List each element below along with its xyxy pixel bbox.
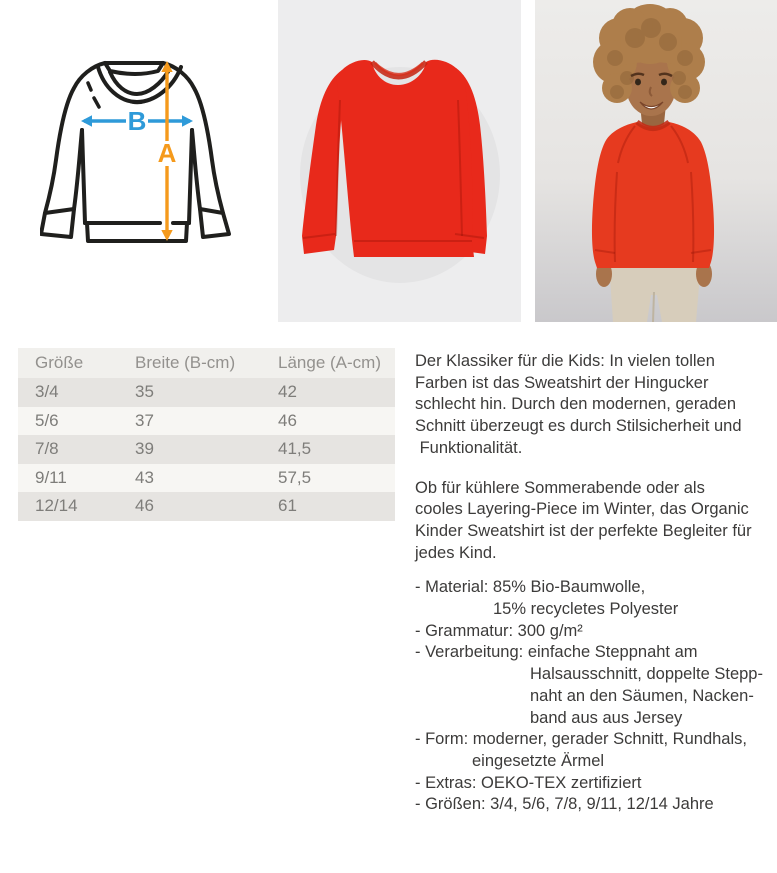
size-table [18,348,395,521]
breite-cell: 46 [135,492,278,521]
child-model-icon [535,0,777,322]
size-diagram-drawing [40,50,250,250]
text-line: schlecht hin. Durch den modernen, geraden [415,395,737,414]
product-photo-model[interactable] [535,0,777,322]
table-row [18,435,395,464]
table-row [18,464,395,493]
text-line: cooles Layering-Piece im Winter, das Organic [415,500,749,519]
detail-line-grammatur: - Grammatur: 300 g/m² [415,621,583,640]
laenge-cell: 42 [278,378,395,407]
col-header-laenge: Länge (A-cm) [278,348,395,378]
width-label: B [127,106,147,136]
product-description [415,351,777,816]
size-table-header-row [18,348,395,378]
detail-line-verarbeitung: - Verarbeitung: einfache Steppnaht am [415,643,698,662]
text-line: Kinder Sweatshirt ist der perfekte Begleiter für [415,521,752,540]
description-paragraph-2 [415,478,777,565]
breite-cell: 39 [135,435,278,464]
sweatshirt-outline-icon [41,63,229,241]
laenge-cell: 61 [278,492,395,521]
breite-cell: 43 [135,464,278,493]
detail-line-verarbeitung-cont: Halsausschnitt, doppelte Stepp- [530,665,763,684]
laenge-cell: 46 [278,407,395,436]
detail-line-groessen: - Größen: 3/4, 5/6, 7/8, 9/11, 12/14 Jahre [415,795,714,814]
table-row [18,378,395,407]
text-line: Der Klassiker für die Kids: In vielen tollen [415,352,715,370]
col-header-breite: Breite (B-cm) [135,348,278,378]
text-line: Schnitt überzeugt es durch Stilsicherheit und [415,417,742,436]
description-paragraph-1 [415,351,777,460]
table-row [18,492,395,521]
width-arrow [81,106,193,136]
detail-line-form-cont: eingesetzte Ärmel [472,751,605,770]
size-cell: 9/11 [18,464,135,493]
size-cell: 5/6 [18,407,135,436]
laenge-cell: 41,5 [278,435,395,464]
size-diagram [40,50,250,250]
product-photo-flat[interactable] [278,0,521,322]
laenge-cell: 57,5 [278,464,395,493]
breite-cell: 35 [135,378,278,407]
detail-line-extras: - Extras: OEKO-TEX zertifiziert [415,773,642,792]
length-arrow [158,61,177,241]
text-line: Farben ist das Sweatshirt der Hingucker [415,373,709,392]
text-line: Ob für kühlere Sommerabende oder als [415,478,705,497]
detail-line-material: - Material: 85% Bio-Baumwolle, [415,578,646,597]
size-cell: 7/8 [18,435,135,464]
length-label: A [157,138,177,168]
detail-line-verarbeitung-cont: naht an den Säumen, Nacken- [530,686,754,705]
text-line: jedes Kind. [415,543,497,562]
col-header-groesse: Größe [18,348,135,378]
detail-line-form: - Form: moderner, gerader Schnitt, Rundhals, [415,730,747,749]
size-cell: 12/14 [18,492,135,521]
breite-cell: 37 [135,407,278,436]
detail-line-material-cont: 15% recycletes Polyester [493,600,679,619]
text-line: Funktionalität. [415,438,523,457]
detail-line-verarbeitung-cont: band aus aus Jersey [530,708,683,727]
size-cell: 3/4 [18,378,135,407]
red-sweatshirt-flat-icon [278,0,521,322]
product-details-list [415,577,777,816]
table-row [18,407,395,436]
